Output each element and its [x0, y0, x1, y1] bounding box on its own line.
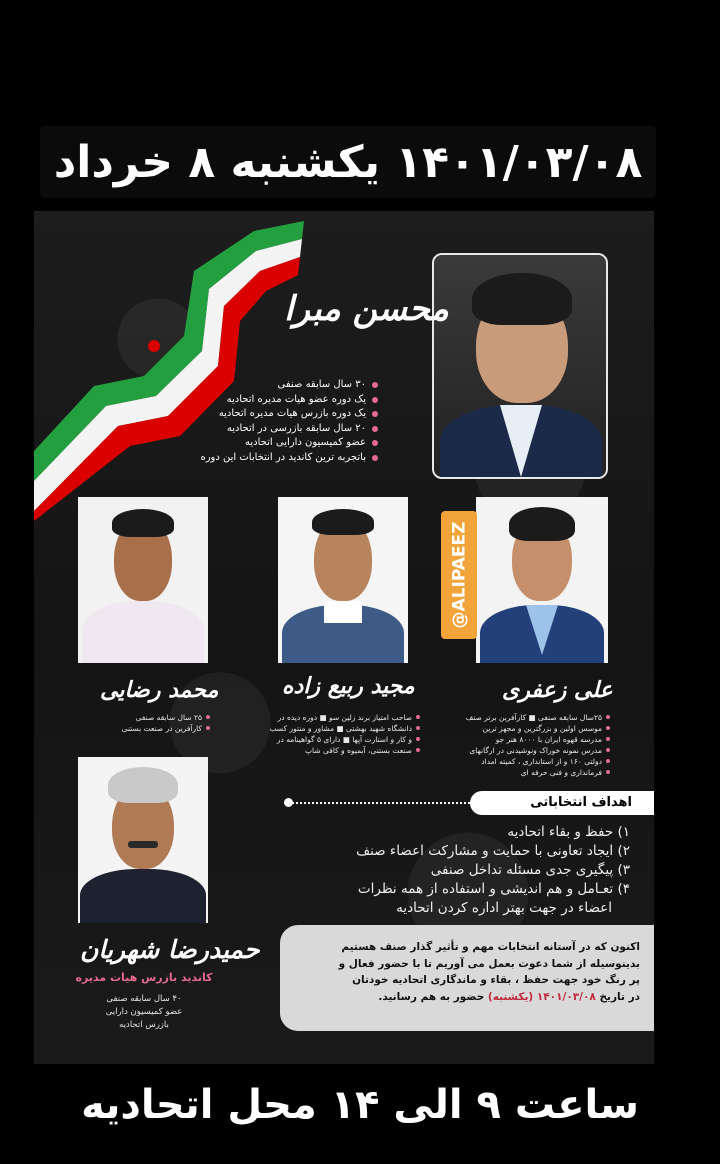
candidate-photo	[78, 757, 208, 923]
list-item: صنعت بستنی، آبمیوه و کافی شاپ	[269, 745, 420, 756]
iran-flag-icon	[34, 211, 314, 521]
divider	[284, 802, 470, 804]
list-item: ۲) ایجاد تعاونی با حمایت و مشارکت اعضاء صنف	[356, 843, 630, 859]
candidate-photo	[278, 497, 408, 663]
candidate-photo	[476, 497, 608, 663]
date-banner	[40, 126, 656, 198]
list-item: مدرسه قهوه ایران با ۸۰۰۰ هنر جو	[465, 734, 610, 745]
footer-text: ساعت ۹ الی ۱۴ محل اتحادیه	[81, 1082, 639, 1128]
invitation-line: بدینوسیله از شما دعوت بعمل می آوریم تا با حضور فعال و	[338, 957, 640, 970]
list-item: ۴۰ سال سابقه صنفی	[106, 994, 182, 1004]
goals-title: اهداف انتخاباتی	[470, 791, 654, 815]
list-item: اعضاء در جهت بهتر اداره کردن اتحادیه	[396, 900, 612, 916]
list-item: باتجربه ترین کاندید در انتخابات این دوره	[200, 451, 378, 466]
list-item: یک دوره عضو هیات مدیره اتحادیه	[200, 393, 378, 408]
invitation-box	[280, 925, 654, 1031]
invitation-line: اکنون که در آستانه انتخابات مهم و تأثیر گذار صنف هستیم	[341, 941, 640, 953]
list-item: ۴) تعـامل و هم اندیشی و استفاده از همه نظرات	[357, 881, 630, 897]
list-item: ۲۰ سال سابقه بازرسی در اتحادیه	[200, 422, 378, 437]
candidate-name: مجید ربیع زاده	[282, 673, 415, 699]
candidate-name: حمیدرضا شهریان	[80, 935, 260, 964]
list-item: ۳۰ سال سابقه صنفی	[200, 378, 378, 393]
candidate-name: علی زعفری	[502, 677, 613, 703]
list-item: دولتی ۱۶۰ و از استانداری ، کمیته امداد	[465, 756, 610, 767]
invitation-line: در تاریخ ۱۴۰۱/۰۳/۰۸ (یکشنبه) حضور به هم رسانید.	[378, 990, 640, 1003]
candidate-photo	[78, 497, 208, 663]
goals-list	[356, 823, 630, 918]
candidate-name: محمد رضایی	[100, 677, 219, 703]
main-candidate-name: محسن مبرا	[284, 289, 449, 329]
date-text: ۱۴۰۱/۰۳/۰۸ یکشنبه ۸ خرداد	[53, 136, 643, 188]
list-item: موسس اولین و بزرگترین و مجهز ترین	[465, 723, 610, 734]
main-candidate-bullets	[200, 378, 378, 465]
main-candidate-photo	[432, 253, 608, 479]
candidate-bullets	[122, 712, 210, 734]
candidate-bullets	[465, 712, 610, 778]
list-item: ۲۵ سال سابقه صنفی	[122, 712, 210, 723]
list-item: کارآفرین در صنعت بستنی	[122, 723, 210, 734]
invitation-line: پر رنگ خود جهت حفظ ، بقاء و ماندگاری اتحادیه خودتان	[352, 974, 640, 986]
list-item: فرمانداری و فنی حرفه ای	[465, 767, 610, 778]
campaign-poster	[34, 211, 654, 1064]
list-item: مدرس نمونه خوراک ونوشیدنی در ارگانهای	[465, 745, 610, 756]
list-item: ۳) پیگیری جدی مسئله تداخل صنفی	[430, 862, 630, 878]
candidate-bullets	[269, 712, 420, 756]
list-item: و کار و استارت آپها ■ دارای ۵ گواهینامه در	[269, 734, 420, 745]
invitation-date: ۱۴۰۱/۰۳/۰۸ (یکشنبه)	[487, 990, 596, 1003]
list-item: یک دوره بازرس هیات مدیره اتحادیه	[200, 407, 378, 422]
list-item: صاحب امتیاز برند زلین سو ■ دوره دیده در	[269, 712, 420, 723]
candidate-role: کاندید بازرس هیات مدیره	[75, 971, 213, 984]
list-item: ۱) حفظ و بقاء اتحادیه	[507, 824, 630, 840]
candidate-bullets	[74, 993, 214, 1032]
list-item: عضو کمیسیون دارایی	[105, 1007, 183, 1017]
list-item: دانشگاه شهید بهشتی ■ مشاور و منتور کسب	[269, 723, 420, 734]
list-item: عضو کمیسیون دارایی اتحادیه	[200, 436, 378, 451]
list-item: بازرس اتحادیه	[119, 1020, 169, 1030]
list-item: ۲۵سال سابقه صنفی ■ کارآفرین برتر صنف	[465, 712, 610, 723]
watermark-handle: @ALIPAEEZ	[441, 511, 477, 639]
